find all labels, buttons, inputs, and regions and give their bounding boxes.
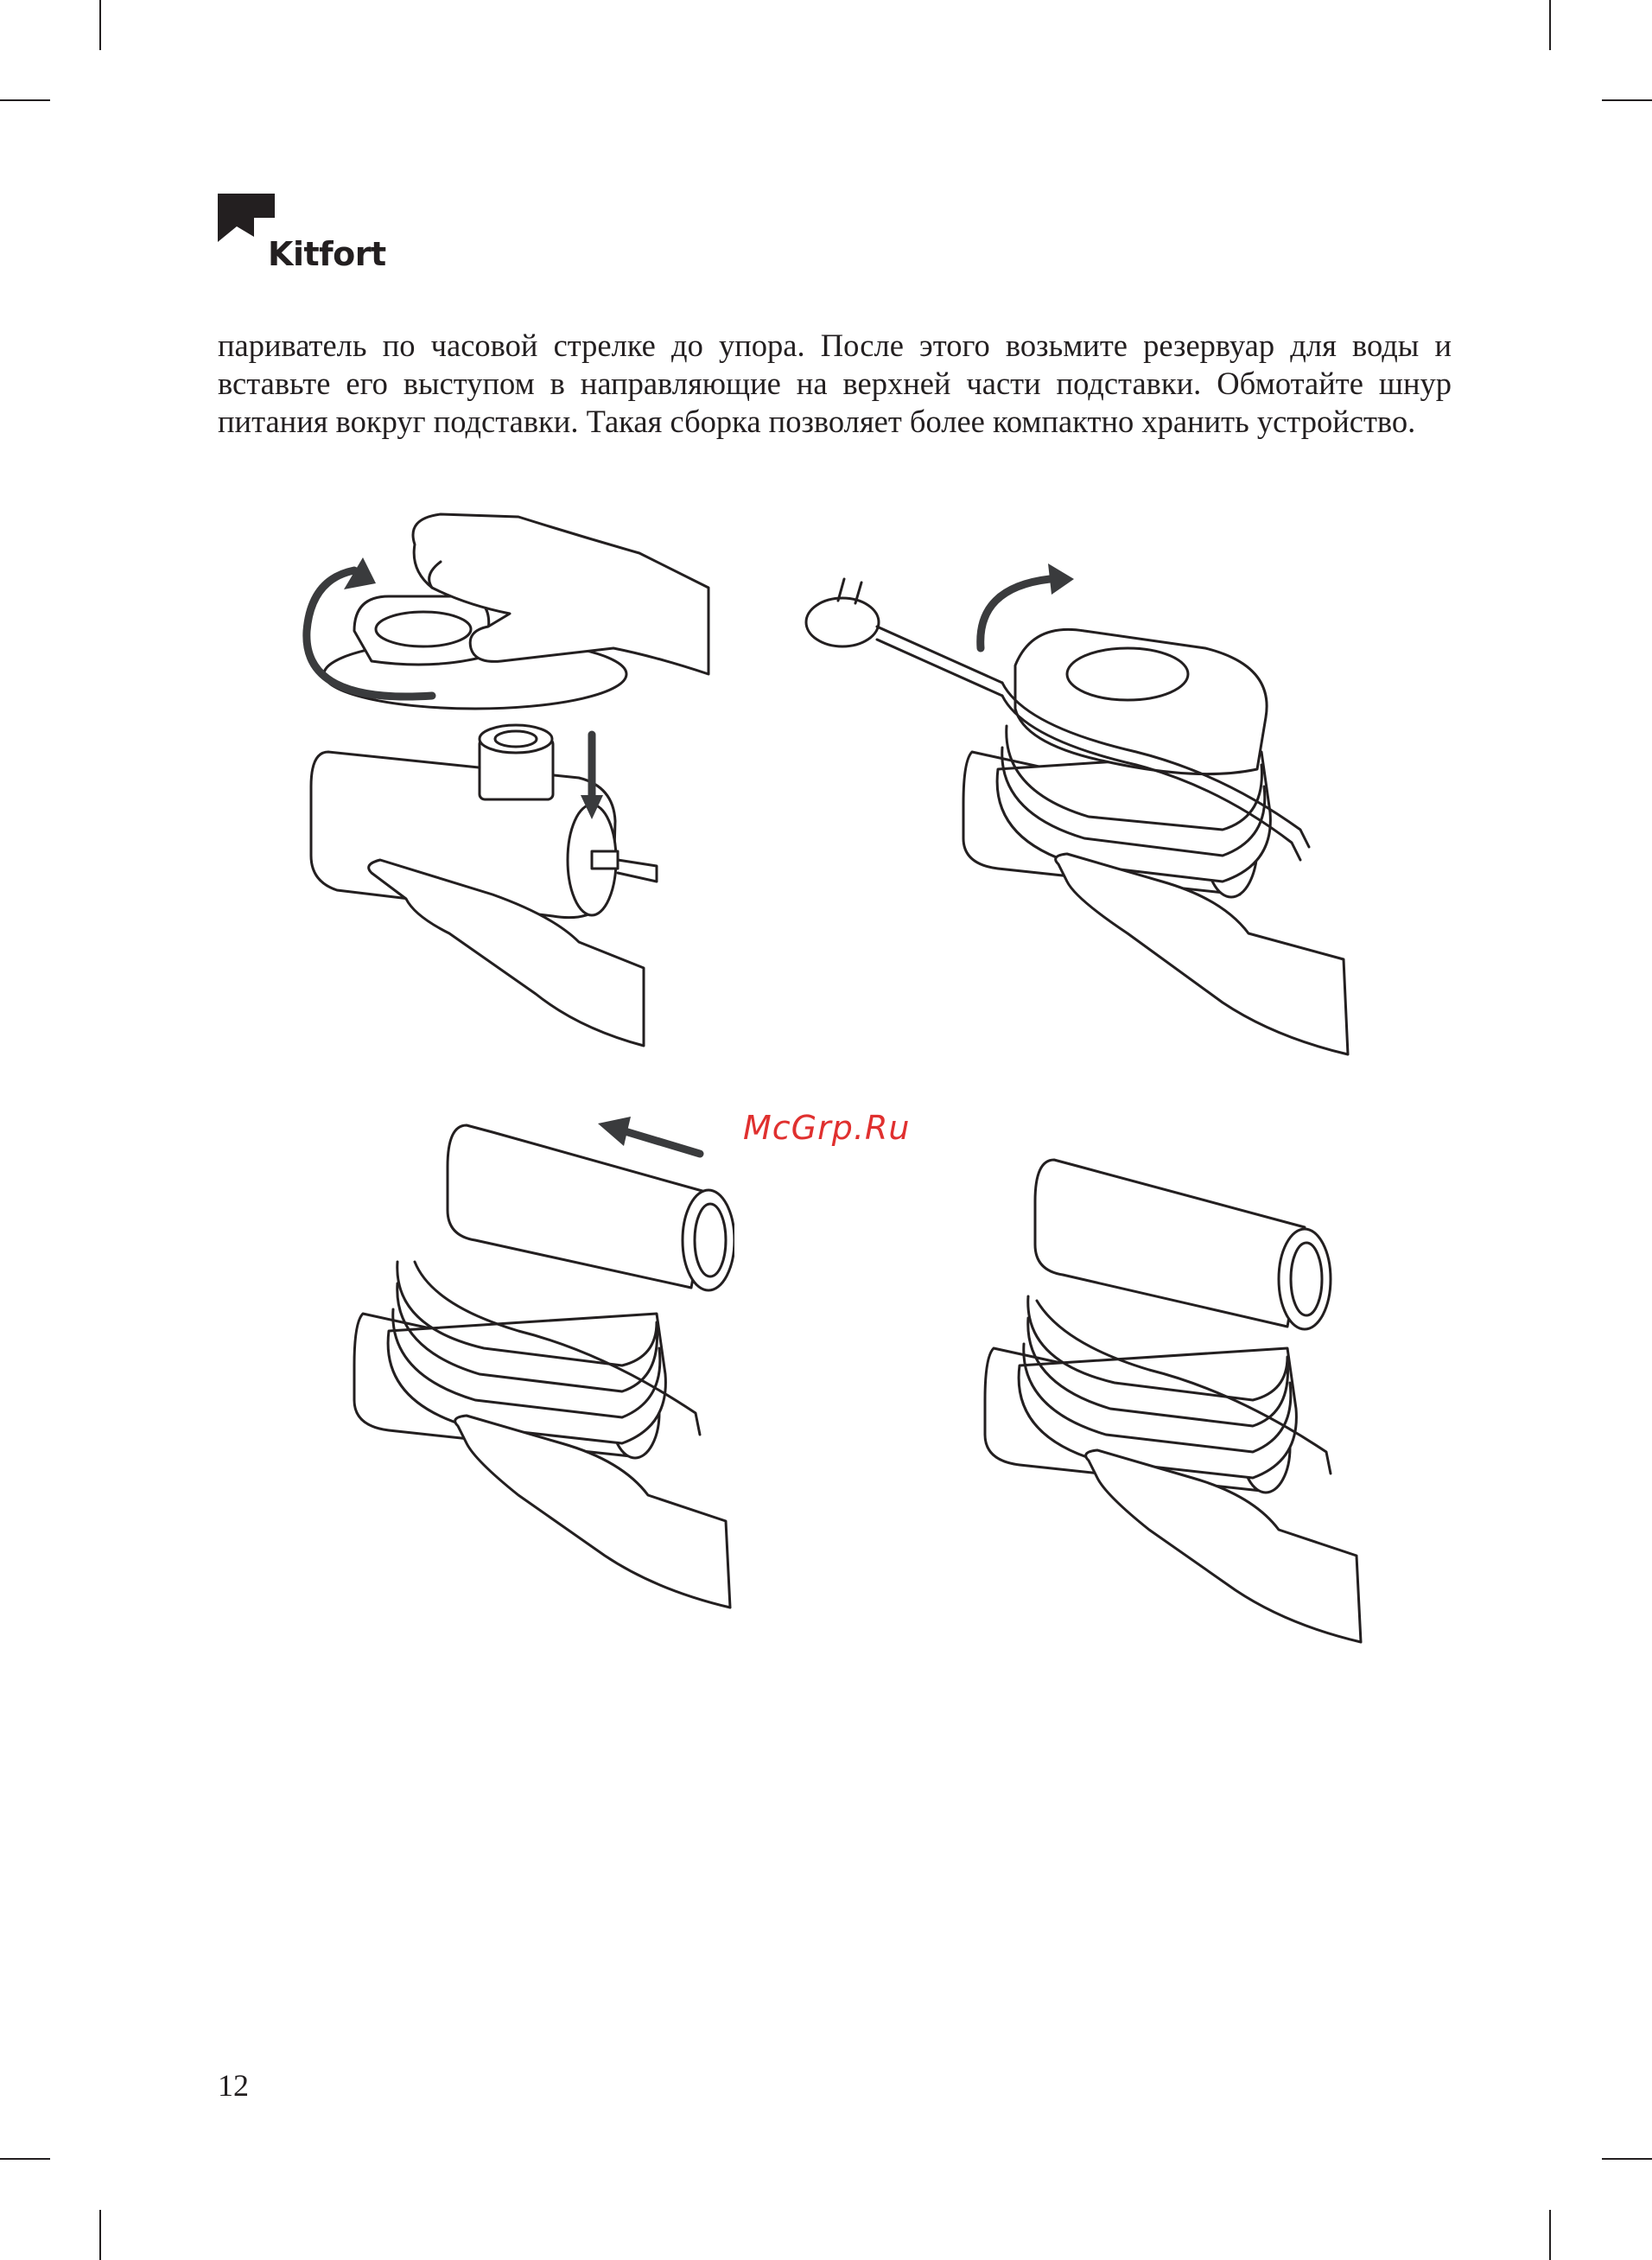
- figure-assembled-storage: [976, 1149, 1365, 1651]
- crop-mark: [1549, 0, 1551, 50]
- crop-mark: [99, 2210, 101, 2260]
- left-arrow-icon: [622, 1130, 700, 1154]
- crop-mark: [1602, 2158, 1652, 2160]
- crop-mark: [1602, 99, 1652, 101]
- page-number: 12: [218, 2068, 249, 2103]
- figure-cord-wrap: [791, 553, 1361, 1063]
- figure-tank-slide: [346, 1115, 734, 1616]
- crop-mark: [0, 99, 50, 101]
- brand-name: Kitfort: [268, 235, 386, 273]
- figure-steamer-twist: [294, 510, 726, 1063]
- crop-mark: [0, 2158, 50, 2160]
- crop-mark: [99, 0, 101, 50]
- watermark: McGrp.Ru: [743, 1109, 911, 1147]
- crop-mark: [1549, 2210, 1551, 2260]
- instruction-paragraph: париватель по часовой стрелке до упора. После этого возьмите резервуар для воды и вставьте его выступом в направляющие на верхней части подставки. Обмотайте шнур питания вокруг подставки. Такая сборка позволяет более компактно хранить устройство.: [218, 328, 1452, 439]
